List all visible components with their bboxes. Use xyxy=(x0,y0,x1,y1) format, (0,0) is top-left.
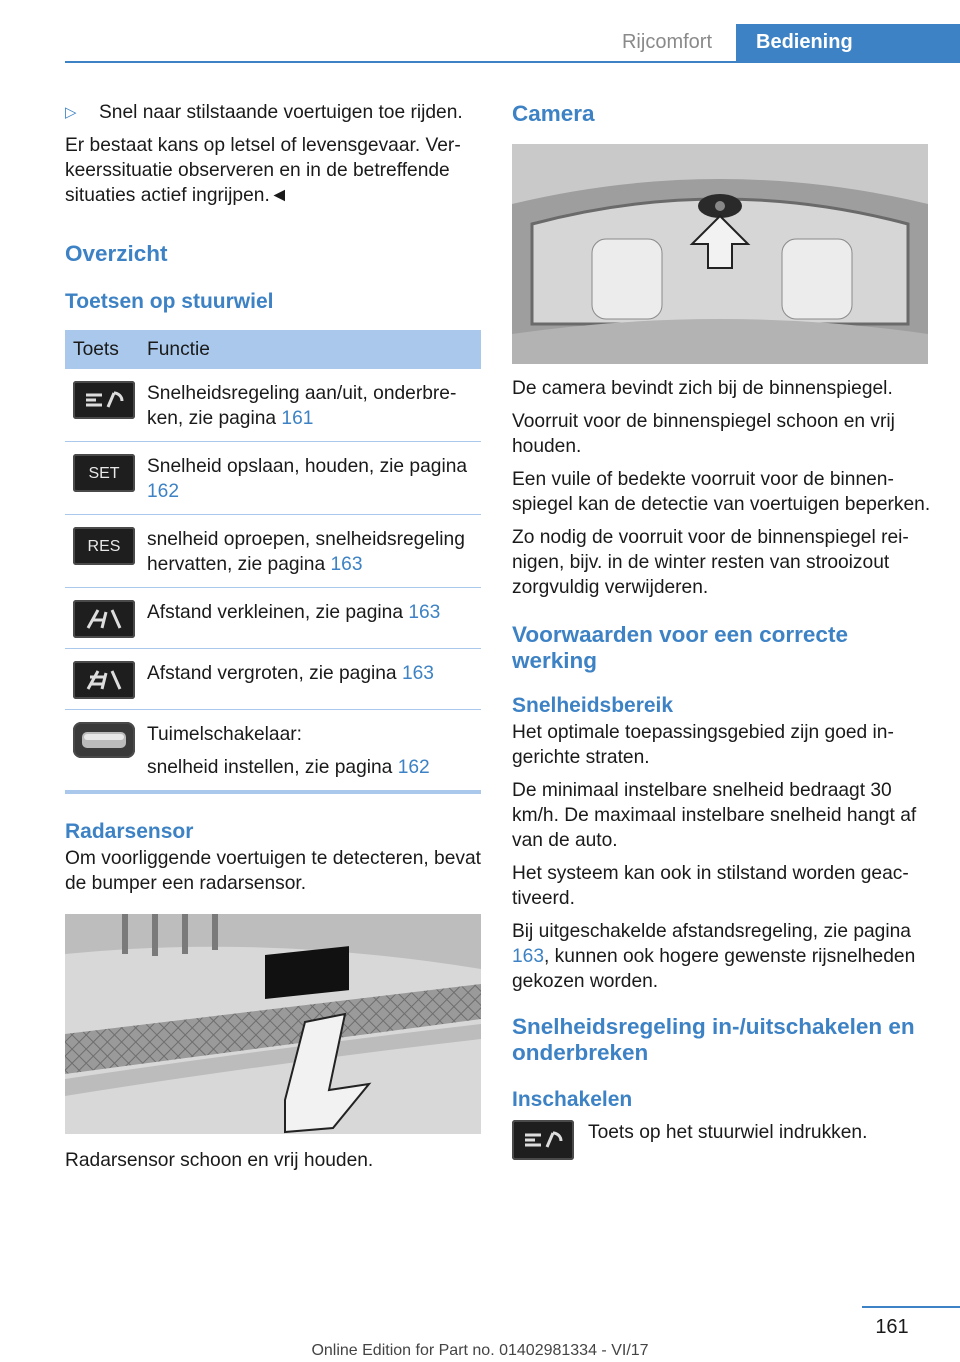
heading-camera: Camera xyxy=(512,101,595,126)
table-row xyxy=(65,588,481,649)
switch-on-text: Toets op het stuurwiel indrukken. xyxy=(588,1122,868,1143)
bullet-item xyxy=(65,100,481,125)
camera-text-1: De camera bevindt zich bij de binnenspiegel. xyxy=(512,378,893,399)
range-text-2: De minimaal instelbare snelheid bedraagt 30 km/h. De maximaal instelbare snelheid hangt af van de auto. xyxy=(512,780,917,851)
page-link[interactable]: 163 xyxy=(330,554,363,575)
switch-on-instruction xyxy=(512,1120,932,1160)
heading-speed-range: Snelheidsbereik xyxy=(512,694,674,717)
table-row xyxy=(65,710,481,791)
footer-rule xyxy=(862,1306,960,1308)
page-number: 161 xyxy=(875,1316,909,1338)
res-button-icon: RES xyxy=(73,527,135,565)
header-section-tab: Rijcomfort xyxy=(621,31,712,53)
table-row xyxy=(65,369,481,442)
camera-text-2: Voorruit voor de binnenspiegel schoon en vrij houden. xyxy=(512,411,895,457)
table-row xyxy=(65,649,481,710)
heading-switch-cruise: Snelheidsregeling in-/uitschakelen en onderbreken xyxy=(512,1014,915,1065)
table-header-button: Toets xyxy=(65,330,139,369)
table-bottom-rule xyxy=(65,790,481,794)
table-header-function: Functie xyxy=(139,330,481,369)
distance-decrease-icon xyxy=(73,600,135,638)
set-button-icon: SET xyxy=(73,454,135,492)
cruise-control-icon xyxy=(73,381,135,419)
camera-text-3: Een vuile of bedekte voorruit voor de binnenspiegel kan de detectie van voertuigen beperken. xyxy=(512,469,931,515)
rocker-switch-icon xyxy=(73,722,135,758)
table-cell-function: Snelheid opslaan, houden, zie pagina 162 xyxy=(139,442,481,515)
camera-text-4: Zo nodig de voorruit voor de binnenspiegel reinigen, bijv. in de winter resten van strooizout zorgvuldig verwijderen. xyxy=(512,527,909,598)
table-row xyxy=(65,442,481,515)
radar-caption: Radarsensor schoon en vrij houden. xyxy=(65,1150,374,1171)
radar-sensor-photo xyxy=(65,914,481,1134)
table-cell-function: Snelheidsregeling aan/uit, onderbreken, zie pagina 161 xyxy=(139,369,481,442)
heading-conditions: Voorwaarden voor een correcte werking xyxy=(512,622,848,673)
warning-text: Er bestaat kans op letsel of levensgevaar. Verkeerssituatie observeren en in de betreffende situaties actief ingrijpen.◄ xyxy=(65,135,461,206)
header-chapter-tab: Bediening xyxy=(736,24,960,61)
heading-radar-sensor: Radarsensor xyxy=(65,820,194,843)
heading-switch-on: Inschakelen xyxy=(512,1088,633,1111)
distance-increase-icon xyxy=(73,661,135,699)
heading-overview: Overzicht xyxy=(65,241,168,266)
bullet-text: Snel naar stilstaande voertuigen toe rijden. xyxy=(99,102,463,123)
table-cell-function: Afstand verkleinen, zie pagina 163 xyxy=(139,588,481,649)
camera-photo xyxy=(512,144,928,364)
heading-steering-buttons: Toetsen op stuurwiel xyxy=(65,290,274,313)
table-cell-function: Tuimelschakelaar: snelheid instellen, zie pagina 162 xyxy=(147,724,430,778)
page-link[interactable]: 162 xyxy=(147,481,180,502)
page-link[interactable]: 163 xyxy=(512,946,545,967)
radar-text: Om voorliggende voertuigen te detecteren, bevat de bumper een radarsensor. xyxy=(65,848,481,894)
button-table xyxy=(65,330,481,790)
page-link[interactable]: 161 xyxy=(281,408,314,429)
left-column xyxy=(65,100,481,1181)
footer-edition: Online Edition for Part no. 01402981334 - VI/17 xyxy=(311,1342,649,1359)
range-text-3: Het systeem kan ook in stilstand worden geactiveerd. xyxy=(512,863,909,909)
right-column xyxy=(512,100,932,1160)
page-link[interactable]: 162 xyxy=(397,757,430,778)
page-link[interactable]: 163 xyxy=(408,602,441,623)
range-text-4: Bij uitgeschakelde afstandsregeling, zie pagina 163, kunnen ook hogere gewenste rijsnelheden gekozen worden. xyxy=(512,921,916,992)
header-rule xyxy=(65,61,960,63)
table-cell-function: snelheid oproepen, snelheidsregeling hervatten, zie pagina 163 xyxy=(139,515,481,588)
page-link[interactable]: 163 xyxy=(401,663,434,684)
range-text-1: Het optimale toepassingsgebied zijn goed ingerichte straten. xyxy=(512,722,894,768)
triangle-bullet-icon: ▷ xyxy=(65,104,77,121)
table-row xyxy=(65,515,481,588)
table-cell-function: Afstand vergroten, zie pagina 163 xyxy=(139,649,481,710)
cruise-control-icon xyxy=(512,1120,574,1160)
